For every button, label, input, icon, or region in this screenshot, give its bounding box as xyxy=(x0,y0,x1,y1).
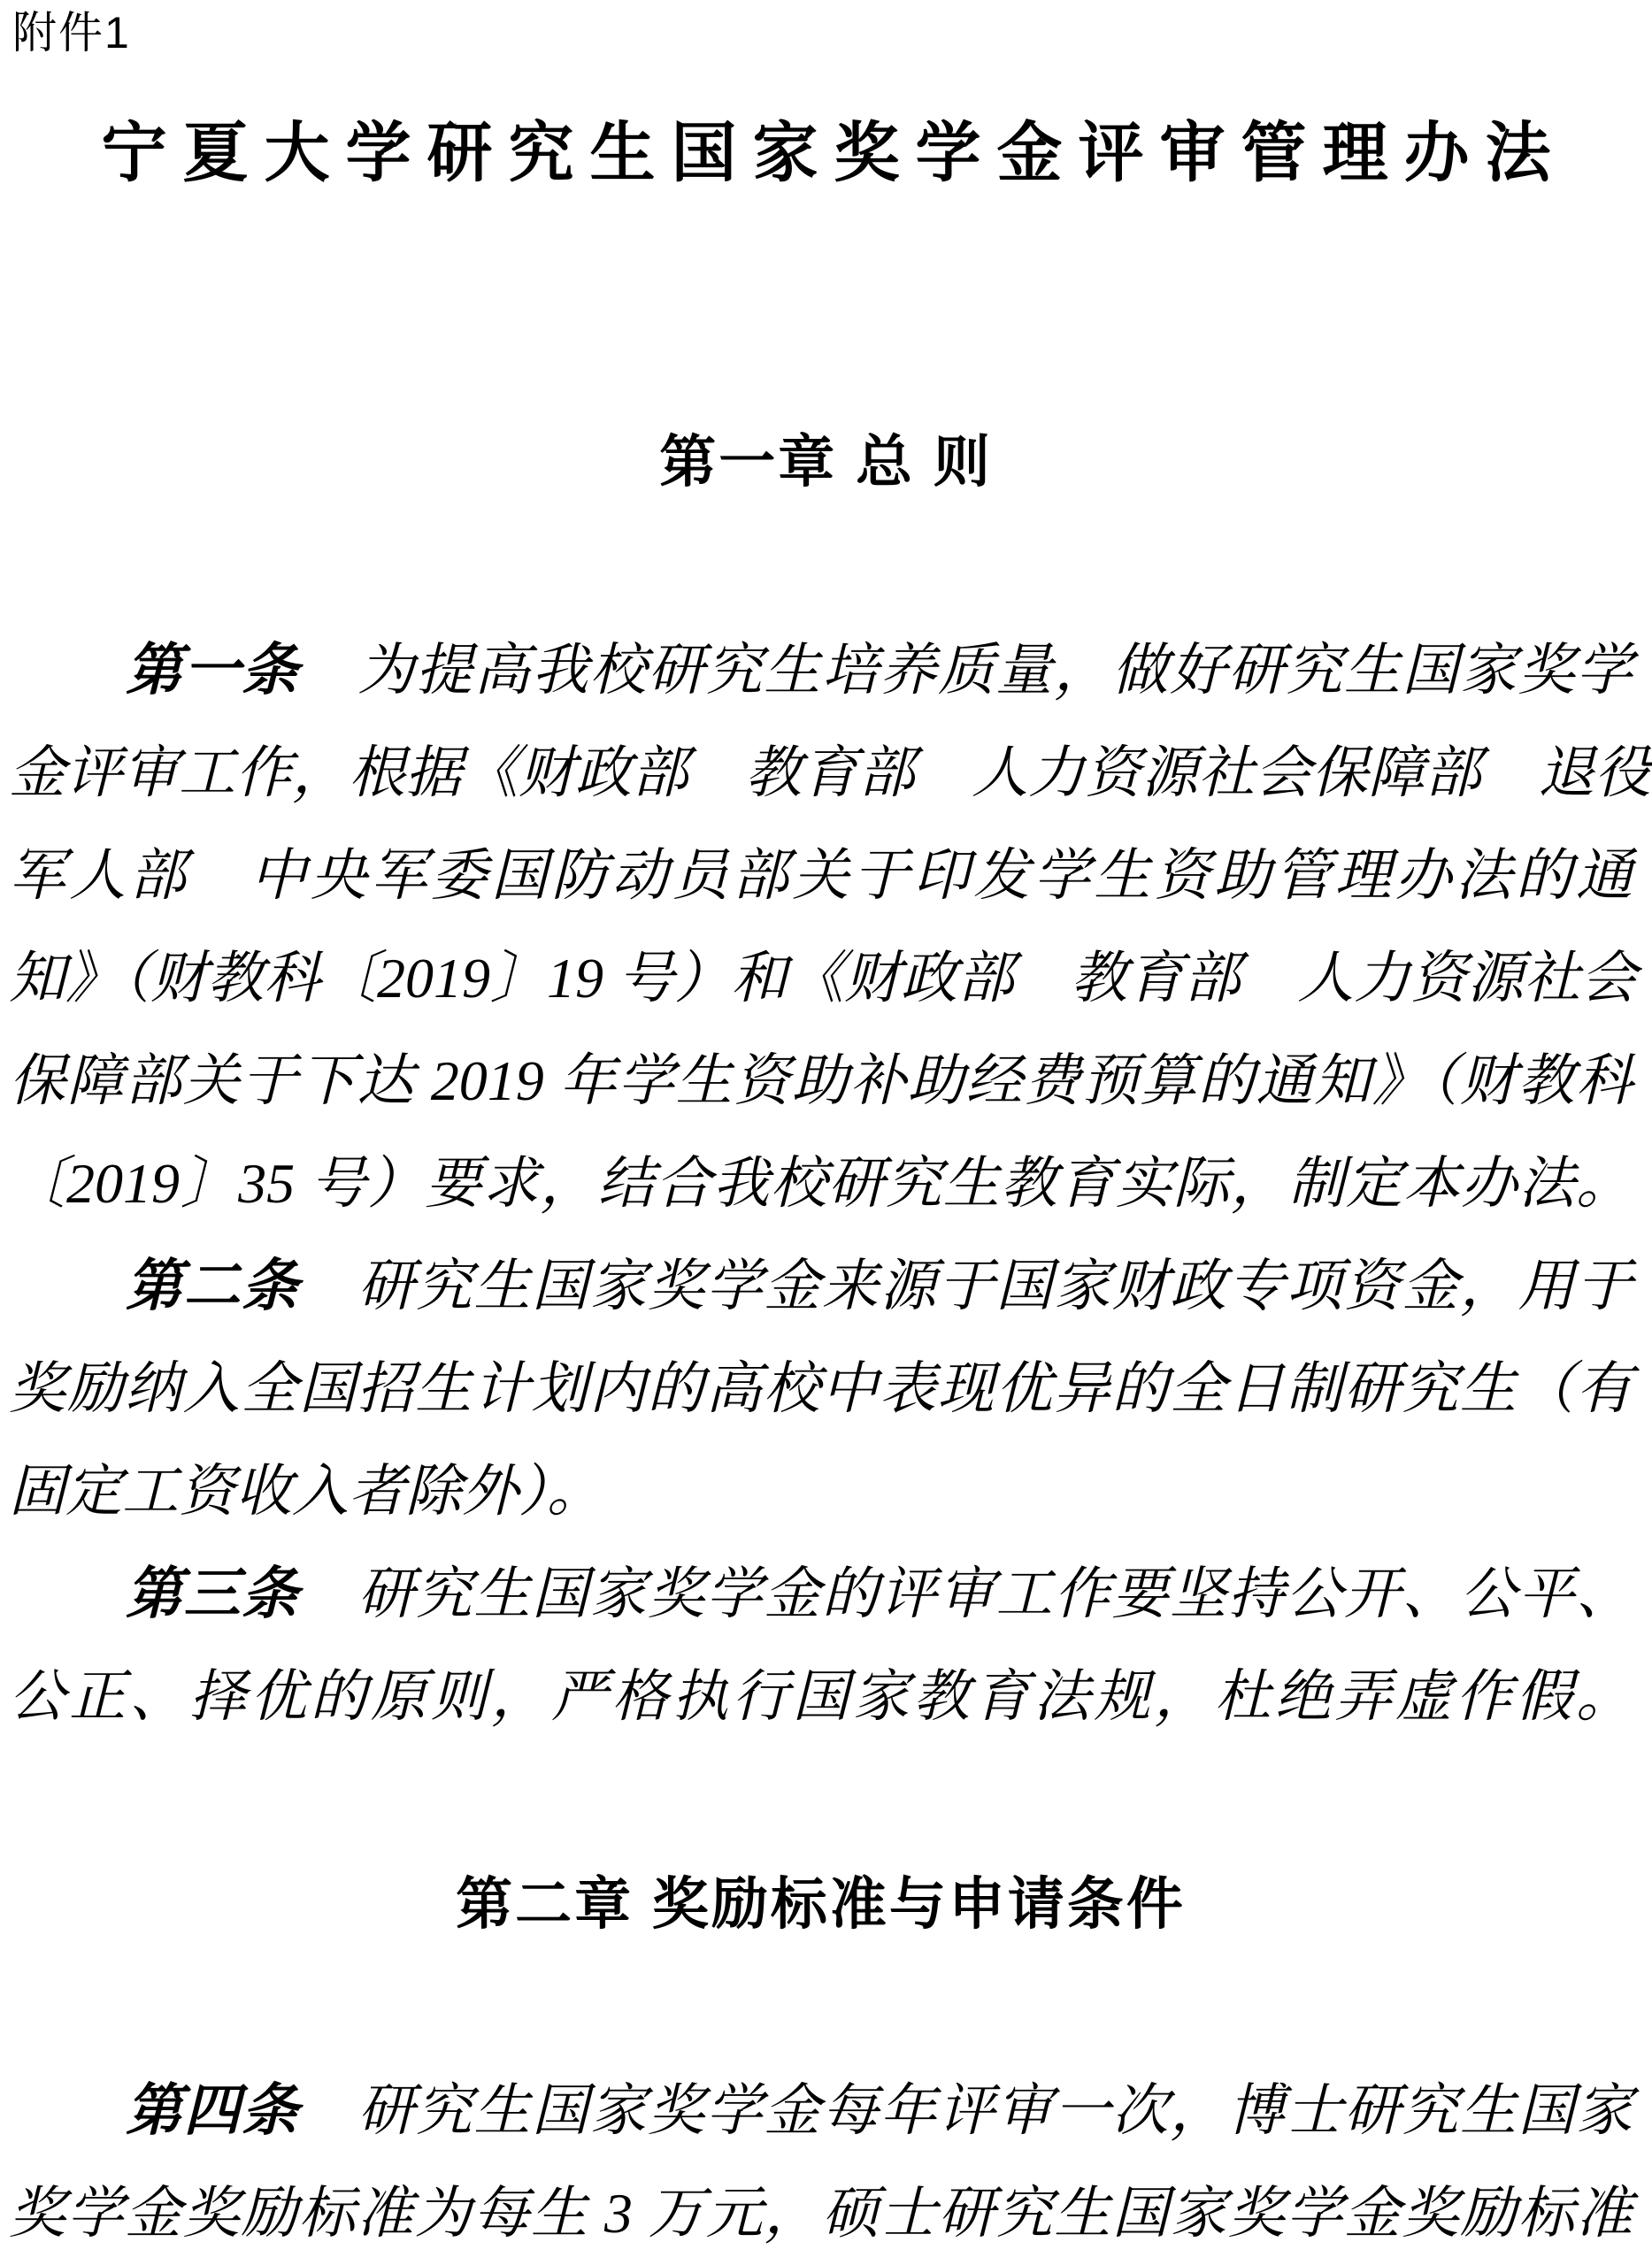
article-3-line-1-text: 研究生国家奖学金的评审工作要坚持公开、公平、 xyxy=(299,1562,1633,1625)
article-1-leader: 第一条 xyxy=(126,639,300,702)
document-title: 宁夏大学研究生国家奖学金评审管理办法 xyxy=(101,118,1567,190)
article-2-line-2: 奖励纳入全国招生计划内的高校中表现优异的全日制研究生（有 xyxy=(9,1357,1633,1420)
article-3-line-2: 公正、择优的原则，严格执行国家教育法规，杜绝弄虚作假。 xyxy=(9,1665,1633,1728)
article-1-line-5: 保障部关于下达 2019 年学生资助补助经费预算的通知》（财教科 xyxy=(9,1049,1633,1112)
article-1-line-2: 金评审工作，根据《财政部 教育部 人力资源社会保障部 退役 xyxy=(9,741,1651,804)
article-2-line-3: 固定工资收入者除外）。 xyxy=(9,1460,603,1523)
article-1-line-4: 知》（财教科〔2019〕19 号）和《财政部 教育部 人力资源社会 xyxy=(9,947,1637,1010)
article-2-line-1-text: 研究生国家奖学金来源于国家财政专项资金，用于 xyxy=(299,1255,1633,1317)
article-3-line-1 xyxy=(9,1543,1633,1646)
article-2-line-1 xyxy=(9,1235,1633,1338)
attachment-label: 附件1 xyxy=(12,8,131,58)
article-4-leader: 第四条 xyxy=(126,2079,300,2142)
article-2-leader: 第二条 xyxy=(126,1255,300,1317)
chapter-1-heading: 第一章 总 则 xyxy=(659,430,993,494)
article-1-line-3: 军人部 中央军委国防动员部关于印发学生资助管理办法的通 xyxy=(9,844,1633,907)
document-body xyxy=(9,619,1651,2265)
article-1-line-1-text: 为提高我校研究生培养质量，做好研究生国家奖学 xyxy=(299,639,1633,702)
chapter-2-heading: 第二章 奖励标准与申请条件 xyxy=(456,1872,1186,1936)
article-1-line-1 xyxy=(9,619,1633,722)
article-1-line-6: 〔2019〕35 号）要求，结合我校研究生教育实际，制定本办法。 xyxy=(9,1152,1633,1215)
article-4-line-1-text: 研究生国家奖学金每年评审一次，博士研究生国家 xyxy=(299,2079,1633,2142)
article-4-line-2: 奖学金奖励标准为每生 3 万元，硕士研究生国家奖学金奖励标准 xyxy=(9,2182,1633,2245)
article-4-line-1 xyxy=(9,2060,1633,2162)
article-3-leader: 第三条 xyxy=(126,1562,300,1625)
